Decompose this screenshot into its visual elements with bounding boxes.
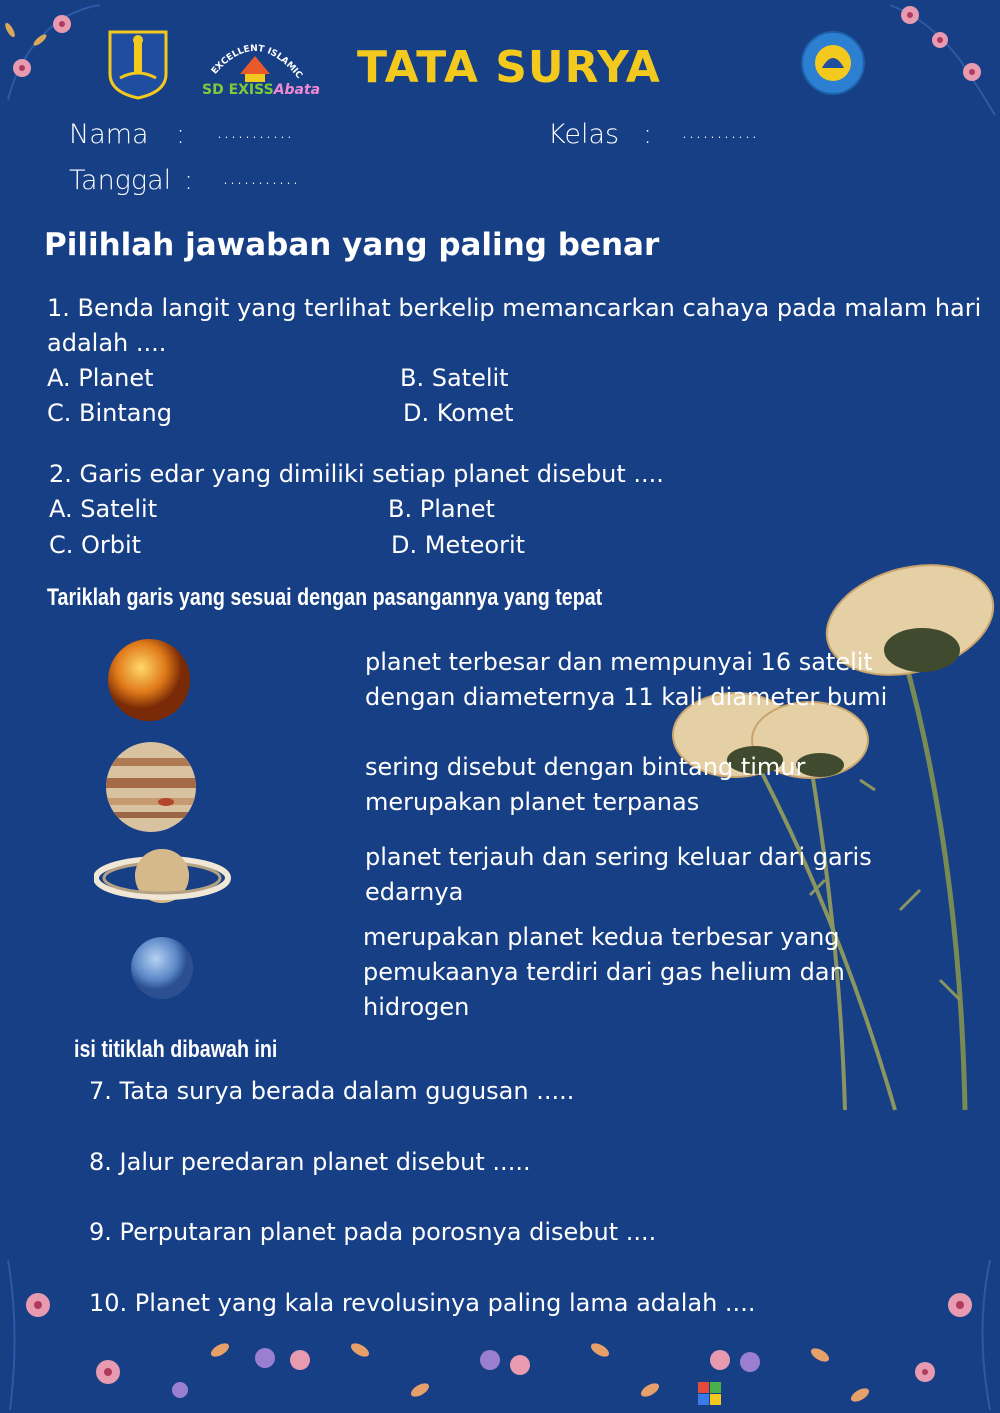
q7-text[interactable]: 7. Tata surya berada dalam gugusan ..... — [89, 1077, 575, 1105]
liveworksheets-logo-icon — [698, 1382, 722, 1406]
kelas-label: Kelas — [548, 119, 620, 150]
tanggal-colon: : — [184, 165, 194, 196]
nama-colon: : — [176, 119, 186, 150]
venus-icon[interactable] — [106, 637, 192, 723]
section1-heading: Pilihlah jawaban yang paling benar — [44, 227, 660, 263]
jupiter-icon[interactable] — [104, 740, 198, 834]
q1-option-d[interactable]: D. Komet — [403, 399, 514, 427]
match-desc-4[interactable] — [363, 920, 845, 1025]
tut-wuri-handayani-logo — [800, 30, 866, 96]
kelas-value[interactable]: ........... — [681, 119, 758, 144]
match-desc-4-line2: pemukaanya terdiri dari gas helium dan — [363, 958, 845, 986]
section3-heading: isi titiklah dibawah ini — [74, 1036, 278, 1063]
q1-line1: 1. Benda langit yang terlihat berkelip memancarkan cahaya pada malam hari — [47, 294, 982, 322]
q1-line2: adalah .... — [47, 329, 167, 357]
tanggal-label: Tanggal — [69, 165, 172, 196]
match-desc-1[interactable] — [365, 645, 887, 715]
q2-line1: 2. Garis edar yang dimiliki setiap planet disebut .... — [49, 460, 664, 488]
match-desc-2[interactable] — [365, 750, 805, 820]
match-desc-1-line1: planet terbesar dan mempunyai 16 satelit — [365, 648, 873, 676]
floral-corner-top-left — [0, 0, 110, 110]
match-desc-4-line3: hidrogen — [363, 993, 470, 1021]
q2-option-d[interactable]: D. Meteorit — [391, 531, 526, 559]
match-desc-2-line2: merupakan planet terpanas — [365, 788, 700, 816]
dried-flowers-decoration — [660, 560, 1000, 1115]
match-desc-4-line1: merupakan planet kedua terbesar yang — [363, 923, 840, 951]
match-desc-2-line1: sering disebut dengan bintang timur — [365, 753, 806, 781]
q1-option-a[interactable]: A. Planet — [47, 364, 154, 392]
school-logo — [200, 26, 321, 102]
q8-text[interactable]: 8. Jalur peredaran planet disebut ..... — [89, 1148, 531, 1176]
section2-heading: Tariklah garis yang sesuai dengan pasangannya yang tepat — [47, 584, 603, 611]
nama-label: Nama — [69, 119, 149, 150]
match-desc-3-line1: planet terjauh dan sering keluar dari garis — [365, 843, 872, 871]
match-desc-3-line2: edarnya — [365, 878, 464, 906]
match-desc-1-line2: dengan diameternya 11 kali diameter bumi — [365, 683, 888, 711]
nama-value[interactable]: ........... — [216, 119, 293, 144]
school-name-right: Abata — [273, 82, 321, 98]
kelas-colon: : — [643, 119, 653, 150]
q10-text[interactable]: 10. Planet yang kala revolusinya paling lama adalah .... — [89, 1289, 756, 1317]
match-desc-3[interactable] — [365, 840, 872, 910]
q2-option-a[interactable]: A. Satelit — [49, 495, 158, 523]
jakarta-crest-logo — [106, 28, 170, 100]
saturn-icon[interactable] — [94, 845, 232, 907]
q2-option-c[interactable]: C. Orbit — [49, 531, 142, 559]
floral-corner-top-right — [870, 0, 1000, 120]
q1-option-b[interactable]: B. Satelit — [400, 364, 509, 392]
school-name-left: SD EXISS — [202, 82, 274, 98]
q9-text[interactable]: 9. Perputaran planet pada porosnya disebut .... — [89, 1218, 657, 1246]
tanggal-value[interactable]: ........... — [222, 165, 299, 190]
q2-option-b[interactable]: B. Planet — [388, 495, 495, 523]
school-arc-text: EXCELLENT ISLAMIC — [209, 43, 304, 81]
neptune-icon[interactable] — [129, 935, 195, 1001]
floral-border-bottom — [0, 1250, 1000, 1413]
page-title: TATA SURYA — [357, 42, 661, 93]
q1-option-c[interactable]: C. Bintang — [47, 399, 172, 427]
